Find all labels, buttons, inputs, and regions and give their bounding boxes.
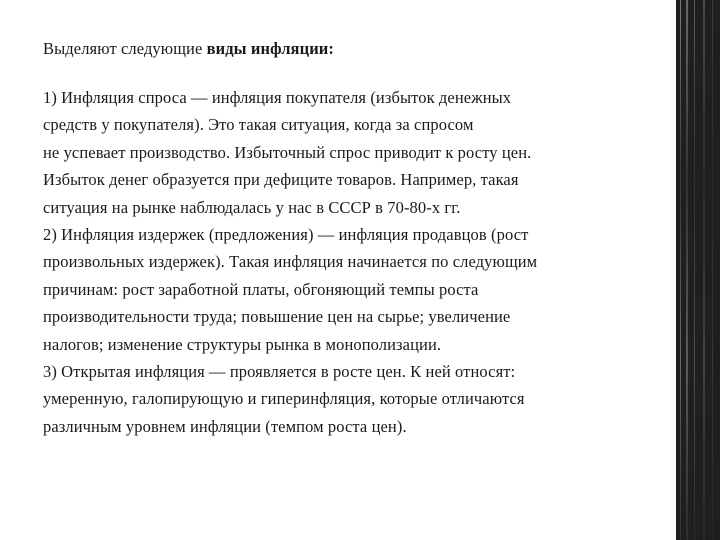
text-line: производительности труда; повышение цен на сырье; увеличение [43,307,511,327]
decorative-edge-band [676,0,720,540]
text-line: средств у покупателя). Это такая ситуация, когда за спросом [43,115,474,135]
text-line: умеренную, галопирующую и гиперинфляция, которые отличаются [43,389,525,409]
heading-bold-text: виды инфляции: [206,39,334,58]
text-line: Избыток денег образуется при дефиците товаров. Например, такая [43,170,519,190]
heading-text: Выделяют следующие [43,39,207,58]
slide-heading [43,36,643,62]
body-text [43,84,643,440]
text-line: произвольных издержек). Такая инфляция начинается по следующим [43,252,538,272]
text-line: 2) Инфляция издержек (предложения) — инфляция продавцов (рост [43,225,529,245]
text-line: налогов; изменение структуры рынка в монополизации. [43,334,442,354]
slide-content [43,36,643,440]
text-line: 1) Инфляция спроса — инфляция покупателя (избыток денежных [43,88,512,107]
text-line: ситуация на рынке наблюдалась у нас в СССР в 70-80-х гг. [43,197,461,217]
edge-scratch [680,0,681,540]
edge-scratch [686,0,688,540]
text-line: причинам: рост заработной платы, обгоняющий темпы роста [43,279,479,299]
edge-scratch [703,0,705,540]
text-line: не успевает производство. Избыточный спрос приводит к росту цен. [43,142,532,162]
edge-scratch [694,0,695,540]
text-line: различным уровнем инфляции (темпом роста цен). [43,416,407,436]
edge-scratch [712,0,713,540]
text-line: 3) Открытая инфляция — проявляется в росте цен. К ней относят: [43,362,516,382]
